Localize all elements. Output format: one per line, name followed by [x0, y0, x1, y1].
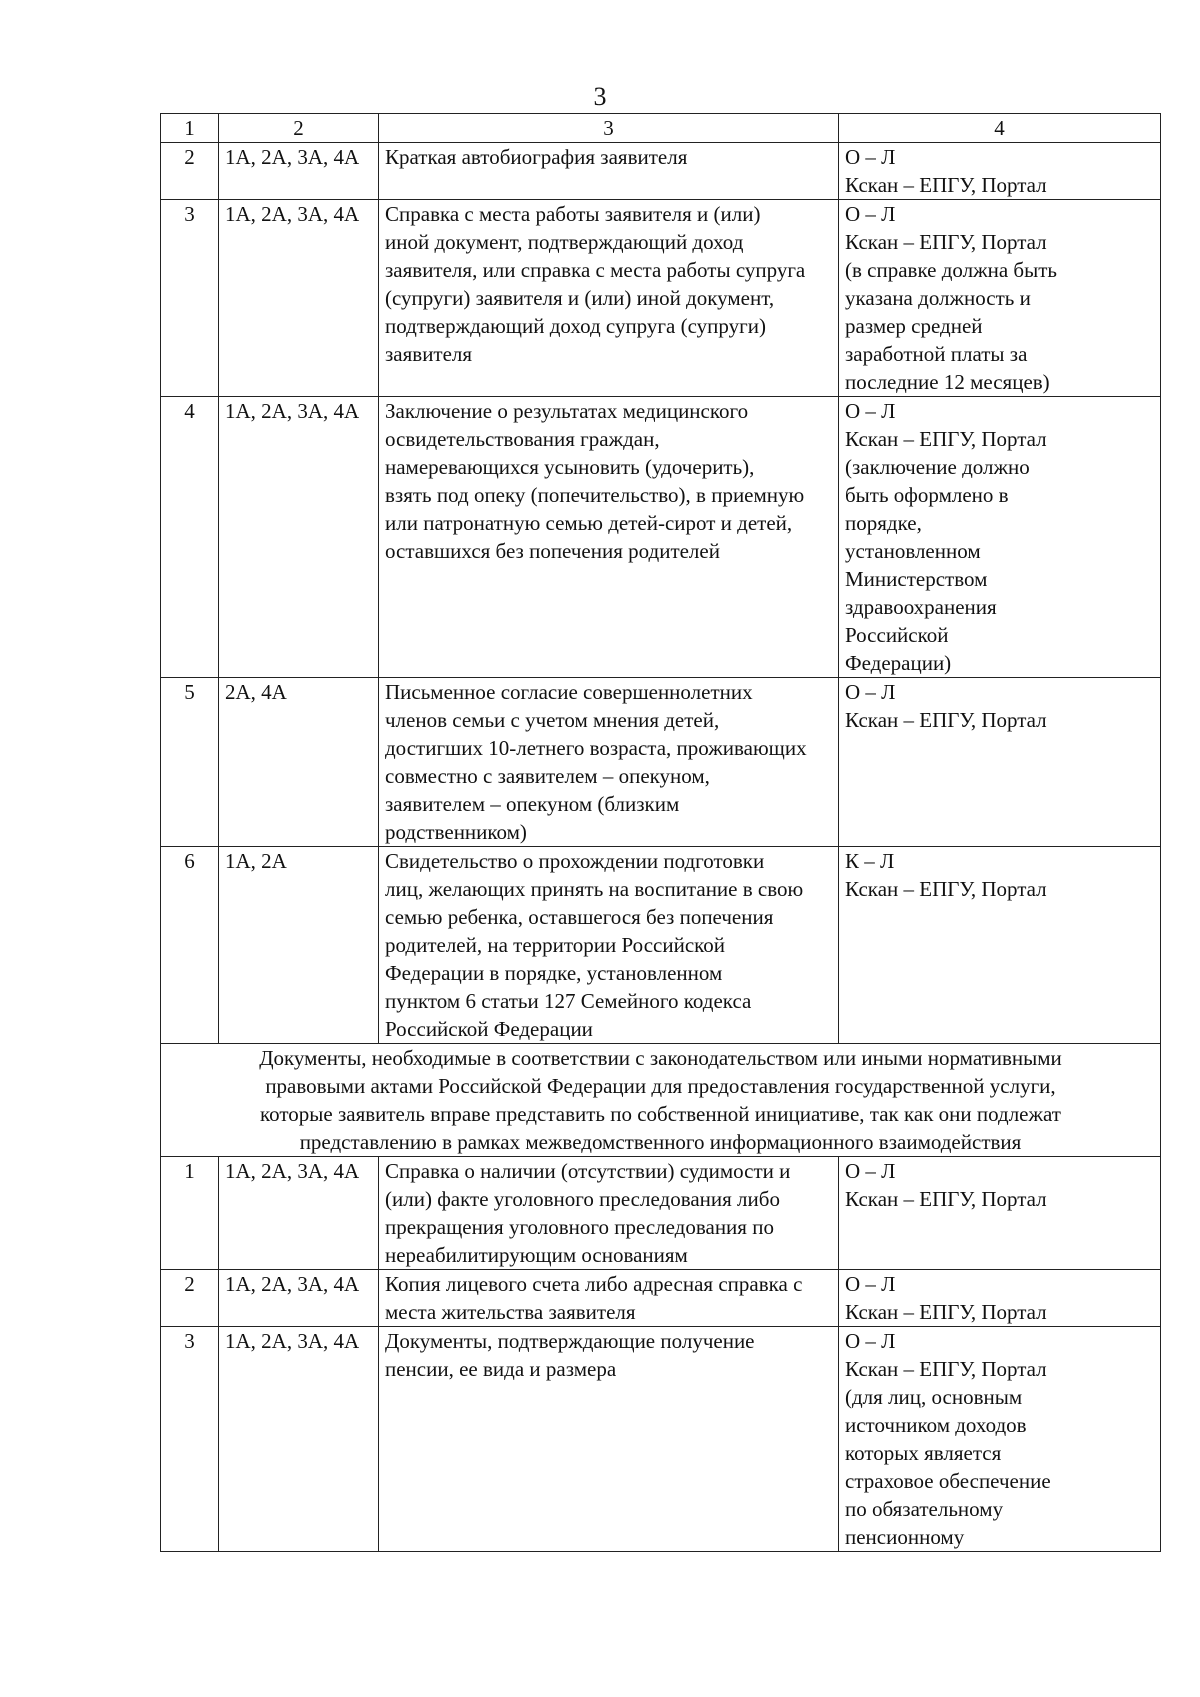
- document-description-line: Заключение о результатах медицинского: [385, 399, 749, 423]
- document-description: [379, 143, 839, 200]
- submission-form-line: О – Л: [845, 1329, 896, 1353]
- document-description-line: Краткая автобиография заявителя: [385, 145, 688, 169]
- submission-form-line: О – Л: [845, 680, 896, 704]
- submission-form: [839, 1270, 1161, 1327]
- section-heading: [161, 1044, 1161, 1157]
- document-description-line: взять под опеку (попечительство), в приемную: [385, 483, 805, 507]
- table-row: [161, 1270, 1161, 1327]
- row-number: 5: [161, 678, 219, 847]
- submission-form-line: Кскан – ЕПГУ, Портал: [845, 1357, 1047, 1381]
- document-description-line: пенсии, ее вида и размера: [385, 1357, 617, 1381]
- table-row: [161, 143, 1161, 200]
- row-number: 3: [161, 1327, 219, 1552]
- submission-form: [839, 847, 1161, 1044]
- submission-form-line: по обязательному: [845, 1497, 1004, 1521]
- column-number-3: 3: [379, 114, 839, 143]
- document-description-line: Справка с места работы заявителя и (или): [385, 202, 761, 226]
- column-number-1: 1: [161, 114, 219, 143]
- document-description-line: нереабилитирующим основаниям: [385, 1243, 688, 1267]
- submission-form-line: заработной платы за: [845, 342, 1028, 366]
- submission-form: [839, 143, 1161, 200]
- row-number: 6: [161, 847, 219, 1044]
- submission-form-line: Федерации): [845, 651, 952, 675]
- submission-form: [839, 1327, 1161, 1552]
- row-number: 2: [161, 1270, 219, 1327]
- applicant-categories: 1А, 2А, 3А, 4А: [219, 397, 379, 678]
- document-description-line: Справка о наличии (отсутствии) судимости и: [385, 1159, 791, 1183]
- applicant-categories: 1А, 2А, 3А, 4А: [219, 1157, 379, 1270]
- column-number-row: [161, 114, 1161, 143]
- submission-form-line: Кскан – ЕПГУ, Портал: [845, 230, 1047, 254]
- page-number: 3: [593, 82, 607, 111]
- submission-form-line: пенсионному: [845, 1525, 965, 1549]
- table-row: [161, 1157, 1161, 1270]
- row-number: 1: [161, 1157, 219, 1270]
- submission-form-line: порядке,: [845, 511, 922, 535]
- submission-form-line: Министерством: [845, 567, 988, 591]
- section-heading-line: которые заявитель вправе представить по собственной инициативе, так как они подлежат: [260, 1102, 1061, 1126]
- documents-table: [160, 113, 1161, 1552]
- section-heading-line: представлению в рамках межведомственного информационного взаимодействия: [299, 1130, 1022, 1154]
- document-description-line: достигших 10-летнего возраста, проживающих: [385, 736, 807, 760]
- document-description-line: заявителя: [385, 342, 473, 366]
- document-description-line: Документы, подтверждающие получение: [385, 1329, 755, 1353]
- submission-form-line: (в справке должна быть: [845, 258, 1057, 282]
- applicant-categories: 1А, 2А, 3А, 4А: [219, 200, 379, 397]
- submission-form-line: быть оформлено в: [845, 483, 1009, 507]
- document-description-line: (или) факте уголовного преследования либо: [385, 1187, 780, 1211]
- submission-form-line: (для лиц, основным: [845, 1385, 1023, 1409]
- document-description-line: подтверждающий доход супруга (супруги): [385, 314, 766, 338]
- document-description-line: родителей, на территории Российской: [385, 933, 726, 957]
- document-description-line: семью ребенка, оставшегося без попечения: [385, 905, 774, 929]
- document-description: [379, 1157, 839, 1270]
- document-description: [379, 847, 839, 1044]
- section-heading-row: [161, 1044, 1161, 1157]
- document-description-line: Российской Федерации: [385, 1017, 593, 1041]
- submission-form-line: Кскан – ЕПГУ, Портал: [845, 877, 1047, 901]
- document-description: [379, 678, 839, 847]
- document-description-line: Федерации в порядке, установленном: [385, 961, 723, 985]
- submission-form-line: страховое обеспечение: [845, 1469, 1051, 1493]
- document-description-line: освидетельствования граждан,: [385, 427, 660, 451]
- document-description-line: Свидетельство о прохождении подготовки: [385, 849, 765, 873]
- column-number-2: 2: [219, 114, 379, 143]
- submission-form-line: Российской: [845, 623, 949, 647]
- document-description-line: иной документ, подтверждающий доход: [385, 230, 744, 254]
- document-description-line: места жительства заявителя: [385, 1300, 636, 1324]
- document-description-line: совместно с заявителем – опекуном,: [385, 764, 710, 788]
- document-description-line: членов семьи с учетом мнения детей,: [385, 708, 720, 732]
- submission-form-line: размер средней: [845, 314, 983, 338]
- table-row: [161, 397, 1161, 678]
- submission-form-line: установленном: [845, 539, 981, 563]
- document-description: [379, 1327, 839, 1552]
- document-description-line: прекращения уголовного преследования по: [385, 1215, 774, 1239]
- row-number: 3: [161, 200, 219, 397]
- submission-form-line: здравоохранения: [845, 595, 997, 619]
- document-description-line: оставшихся без попечения родителей: [385, 539, 720, 563]
- table-row: [161, 847, 1161, 1044]
- document-description-line: пунктом 6 статьи 127 Семейного кодекса: [385, 989, 752, 1013]
- submission-form-line: О – Л: [845, 399, 896, 423]
- document-description: [379, 397, 839, 678]
- section-heading-line: правовыми актами Российской Федерации для предоставления государственной услуги,: [265, 1074, 1056, 1098]
- submission-form-line: О – Л: [845, 1159, 896, 1183]
- section-heading-line: Документы, необходимые в соответствии с законодательством или иными нормативными: [259, 1046, 1062, 1070]
- submission-form-line: источником доходов: [845, 1413, 1027, 1437]
- submission-form: [839, 397, 1161, 678]
- row-number: 2: [161, 143, 219, 200]
- document-description-line: Письменное согласие совершеннолетних: [385, 680, 753, 704]
- row-number: 4: [161, 397, 219, 678]
- document-description-line: заявителя, или справка с места работы супруга: [385, 258, 806, 282]
- document-description-line: намеревающихся усыновить (удочерить),: [385, 455, 755, 479]
- table-row: [161, 1327, 1161, 1552]
- table-row: [161, 200, 1161, 397]
- document-description-line: Копия лицевого счета либо адресная справка с: [385, 1272, 803, 1296]
- applicant-categories: 1А, 2А, 3А, 4А: [219, 1270, 379, 1327]
- submission-form: [839, 1157, 1161, 1270]
- submission-form-line: указана должность и: [845, 286, 1031, 310]
- document-description-line: заявителем – опекуном (близким: [385, 792, 680, 816]
- document-description-line: родственником): [385, 820, 527, 844]
- submission-form-line: Кскан – ЕПГУ, Портал: [845, 708, 1047, 732]
- submission-form-line: которых является: [845, 1441, 1002, 1465]
- table-row: [161, 678, 1161, 847]
- column-number-4: 4: [839, 114, 1161, 143]
- applicant-categories: 1А, 2А: [219, 847, 379, 1044]
- submission-form-line: О – Л: [845, 145, 896, 169]
- applicant-categories: 2А, 4А: [219, 678, 379, 847]
- document-description: [379, 1270, 839, 1327]
- submission-form-line: Кскан – ЕПГУ, Портал: [845, 1187, 1047, 1211]
- document-description: [379, 200, 839, 397]
- submission-form-line: Кскан – ЕПГУ, Портал: [845, 1300, 1047, 1324]
- submission-form: [839, 200, 1161, 397]
- document-description-line: или патронатную семью детей-сирот и детей,: [385, 511, 793, 535]
- applicant-categories: 1А, 2А, 3А, 4А: [219, 1327, 379, 1552]
- submission-form-line: Кскан – ЕПГУ, Портал: [845, 173, 1047, 197]
- applicant-categories: 1А, 2А, 3А, 4А: [219, 143, 379, 200]
- submission-form-line: О – Л: [845, 1272, 896, 1296]
- document-description-line: лиц, желающих принять на воспитание в свою: [385, 877, 804, 901]
- submission-form-line: О – Л: [845, 202, 896, 226]
- document-description-line: (супруги) заявителя и (или) иной документ,: [385, 286, 775, 310]
- submission-form-line: (заключение должно: [845, 455, 1030, 479]
- submission-form-line: последние 12 месяцев): [845, 370, 1050, 394]
- submission-form: [839, 678, 1161, 847]
- submission-form-line: Кскан – ЕПГУ, Портал: [845, 427, 1047, 451]
- submission-form-line: К – Л: [845, 849, 895, 873]
